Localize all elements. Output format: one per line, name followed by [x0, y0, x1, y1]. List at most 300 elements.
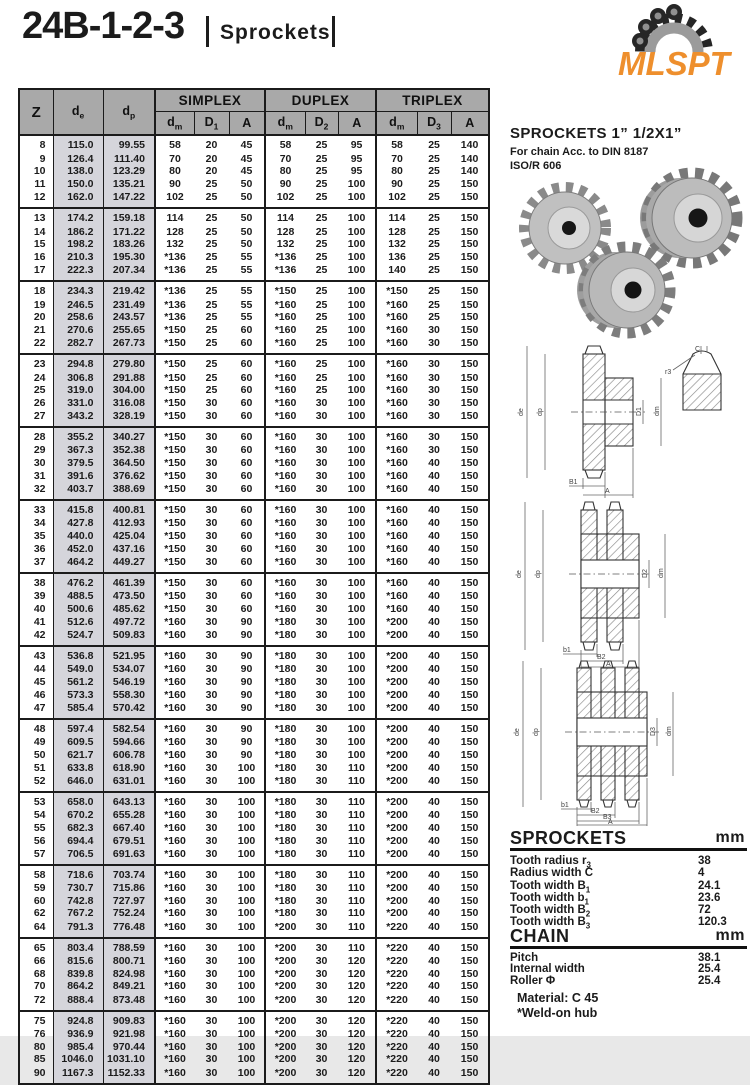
table-cell: *160: [376, 354, 417, 372]
table-row: [19, 719, 489, 737]
table-cell: 100: [237, 848, 256, 861]
table-cell: 1046.0: [53, 1053, 103, 1066]
table-cell: 150: [460, 955, 479, 968]
table-row: [19, 847, 489, 865]
table-cell: *180: [265, 736, 305, 749]
table-cell: 90: [240, 688, 253, 701]
table-cell: 90: [240, 663, 253, 676]
table-cell: 58: [376, 135, 417, 153]
table-cell: 40: [428, 748, 440, 761]
table-cell: 60: [240, 590, 253, 603]
table-cell: 30: [315, 1028, 328, 1041]
table-cell: 25: [194, 354, 229, 372]
table-cell: 53: [19, 792, 53, 810]
table-cell: 95: [338, 135, 376, 153]
table-cell: 120: [347, 1067, 366, 1079]
table-cell: 25: [315, 165, 328, 178]
table-cell: 26: [33, 396, 46, 409]
table-cell: 55: [229, 281, 265, 299]
table-cell: *160: [155, 822, 194, 835]
table-cell: 100: [237, 775, 256, 788]
table-cell: 100: [347, 250, 366, 263]
table-cell: *150: [155, 324, 194, 337]
table-cell: 32: [33, 483, 46, 496]
table-cell: 621.7: [53, 749, 103, 762]
table-cell: 60: [240, 337, 253, 350]
table-cell: *180: [265, 719, 305, 737]
table-cell: *220: [376, 1066, 417, 1084]
product-standard-line2: ISO/R 606: [510, 160, 562, 172]
table-row: [19, 500, 489, 518]
table-cell: *160: [155, 774, 194, 792]
table-cell: 40: [428, 761, 440, 774]
table-cell: 40: [428, 1040, 440, 1053]
dim-label-de: de: [518, 408, 525, 416]
table-cell: 95: [350, 152, 363, 165]
table-cell: *160: [376, 409, 417, 427]
table-cell: 488.5: [53, 590, 103, 603]
table-cell: 512.6: [53, 616, 103, 629]
table-cell: *200: [376, 749, 417, 762]
table-row: [19, 809, 489, 822]
triplex-drawing: [505, 660, 750, 826]
table-cell: *160: [265, 530, 305, 543]
dim-label-d1: D1: [636, 407, 643, 416]
table-cell: 30: [428, 337, 440, 350]
table-cell: *150: [155, 603, 194, 616]
table-cell: 440.0: [53, 530, 103, 543]
table-cell: 30: [305, 646, 338, 664]
table-cell: 150: [460, 848, 479, 861]
table-cell: 30: [194, 865, 229, 883]
table-cell: 500.6: [53, 603, 103, 616]
table-cell: 150: [460, 748, 479, 761]
table-cell: 752.24: [103, 907, 155, 920]
table-row: [19, 354, 489, 372]
table-cell: 100: [347, 483, 366, 496]
table-cell: *160: [265, 590, 305, 603]
table-cell: 40: [428, 1028, 440, 1041]
table-cell: *160: [265, 555, 305, 573]
table-cell: 633.8: [53, 762, 103, 775]
table-cell: *160: [265, 397, 305, 410]
table-cell: 8: [19, 135, 53, 153]
table-cell: *160: [155, 676, 194, 689]
table-cell: 60: [240, 603, 253, 615]
table-cell: *150: [155, 590, 194, 603]
table-cell: 40: [417, 500, 451, 518]
table-row: [19, 153, 489, 166]
table-cell: 90: [155, 178, 194, 191]
table-cell: 25: [428, 298, 440, 311]
table-cell: 30: [315, 809, 328, 822]
table-cell: 40: [428, 457, 440, 470]
table-cell: 100: [338, 719, 376, 737]
table-cell: 100: [347, 736, 366, 749]
table-cell: 473.50: [103, 590, 155, 603]
table-cell: 40: [428, 675, 440, 688]
dim-label-a: A: [608, 819, 613, 826]
table-cell: 452.0: [53, 543, 103, 556]
table-cell: 183.26: [103, 238, 155, 251]
table-cell: *160: [155, 968, 194, 981]
table-cell: 150: [460, 1053, 479, 1066]
table-cell: 849.21: [103, 980, 155, 993]
table-cell: 30: [305, 1011, 338, 1029]
table-cell: 140: [451, 135, 489, 153]
table-cell: 376.62: [103, 470, 155, 483]
table-cell: 921.98: [103, 1028, 155, 1041]
table-cell: 44: [33, 663, 46, 676]
row-group: [19, 135, 489, 208]
table-cell: 58: [265, 135, 305, 153]
table-cell: 100: [229, 792, 265, 810]
table-cell: 30: [205, 469, 218, 482]
table-cell: *160: [155, 907, 194, 920]
table-cell: 40: [428, 907, 440, 920]
table-cell: 70: [155, 153, 194, 166]
table-row: [19, 482, 489, 500]
table-cell: 35: [33, 530, 46, 543]
table-cell: *160: [376, 336, 417, 354]
table-cell: *180: [265, 774, 305, 792]
table-cell: *160: [265, 324, 305, 337]
row-group: [19, 354, 489, 427]
table-cell: *160: [155, 993, 194, 1011]
table-cell: *160: [376, 543, 417, 556]
table-cell: 150: [460, 702, 479, 715]
row-group: [19, 646, 489, 719]
table-cell: 120: [338, 1011, 376, 1029]
table-cell: *150: [155, 530, 194, 543]
table-row: [19, 397, 489, 410]
table-cell: 30: [315, 907, 328, 920]
group-header-simplex: SIMPLEX: [155, 89, 265, 112]
row-group: [19, 427, 489, 500]
table-cell: *200: [376, 701, 417, 719]
table-cell: 788.59: [103, 938, 155, 956]
table-cell: 100: [347, 517, 366, 530]
table-cell: 100: [237, 980, 256, 993]
table-cell: 30: [428, 444, 440, 457]
table-cell: 95: [350, 165, 363, 178]
table-cell: *200: [376, 895, 417, 908]
unit-label: mm: [715, 927, 745, 944]
table-cell: *160: [265, 311, 305, 324]
table-cell: 30: [205, 517, 218, 530]
table-cell: 50: [240, 191, 253, 204]
table-cell: 150: [460, 821, 479, 834]
table-cell: 114: [265, 208, 305, 226]
table-cell: 100: [237, 821, 256, 834]
table-cell: 150: [460, 761, 479, 774]
table-cell: 100: [229, 865, 265, 883]
table-cell: 25: [428, 165, 440, 178]
table-cell: 30: [315, 663, 328, 676]
table-cell: 667.40: [103, 822, 155, 835]
table-cell: 824.98: [103, 968, 155, 981]
table-cell: 110: [338, 865, 376, 883]
table-cell: 40: [428, 590, 440, 603]
spec-row: Radius width C 4: [510, 867, 705, 880]
chain-spec-heading: CHAIN mm: [510, 926, 747, 949]
table-cell: *160: [155, 865, 194, 883]
table-cell: *160: [265, 470, 305, 483]
table-cell: 100: [229, 1011, 265, 1029]
spec-value: 25.4: [698, 963, 721, 976]
table-cell: 60: [229, 427, 265, 445]
table-cell: 25: [417, 208, 451, 226]
table-cell: 30: [428, 384, 440, 397]
table-cell: 100: [237, 809, 256, 822]
table-cell: 55: [240, 311, 253, 324]
table-cell: 60: [229, 573, 265, 591]
table-cell: *160: [376, 590, 417, 603]
table-cell: *160: [376, 517, 417, 530]
table-cell: *150: [155, 384, 194, 397]
table-cell: 25: [205, 177, 218, 190]
table-cell: 150: [460, 483, 479, 496]
table-cell: 100: [347, 396, 366, 409]
table-cell: 1031.10: [103, 1053, 155, 1066]
table-cell: 30: [205, 702, 218, 715]
table-cell: *160: [155, 835, 194, 848]
table-cell: 30: [194, 500, 229, 518]
table-cell: 30: [315, 530, 328, 543]
table-cell: 64: [33, 921, 46, 934]
table-cell: 30: [205, 955, 218, 968]
table-cell: 718.6: [53, 865, 103, 883]
table-cell: 306.8: [53, 372, 103, 385]
table-cell: 100: [338, 281, 376, 299]
table-cell: 30: [205, 396, 218, 409]
table-cell: 76: [33, 1028, 46, 1041]
table-cell: 427.8: [53, 517, 103, 530]
table-cell: 267.73: [103, 336, 155, 354]
table-cell: 23: [19, 354, 53, 372]
table-cell: 100: [347, 191, 366, 204]
col-header-z: Z: [19, 89, 53, 135]
table-cell: *200: [265, 1053, 305, 1066]
table-cell: 30: [305, 792, 338, 810]
table-cell: 20: [205, 152, 218, 165]
table-cell: 150: [460, 967, 479, 980]
table-cell: 132: [155, 238, 194, 251]
table-cell: 171.22: [103, 226, 155, 239]
row-group: [19, 281, 489, 354]
table-cell: 594.66: [103, 736, 155, 749]
table-cell: 31: [33, 469, 46, 482]
table-cell: *150: [155, 500, 194, 518]
table-cell: 30: [315, 517, 328, 530]
table-cell: *160: [376, 384, 417, 397]
brand-text: MLSPT: [618, 45, 730, 82]
table-cell: 25: [205, 371, 218, 384]
dim-label-de: de: [514, 728, 521, 736]
table-cell: 694.4: [53, 835, 103, 848]
table-row: [19, 165, 489, 178]
table-cell: 100: [347, 410, 366, 423]
table-cell: 40: [428, 921, 440, 934]
table-cell: 51: [33, 761, 46, 774]
table-cell: 100: [347, 177, 366, 190]
table-cell: 99.55: [103, 135, 155, 153]
table-cell: *160: [155, 1053, 194, 1066]
table-cell: 727.97: [103, 895, 155, 908]
table-cell: 100: [347, 264, 366, 277]
table-cell: 25: [417, 281, 451, 299]
table-cell: *220: [376, 1041, 417, 1054]
table-cell: *180: [265, 676, 305, 689]
table-row: [19, 372, 489, 385]
table-cell: 60: [240, 556, 253, 569]
table-cell: 60: [240, 530, 253, 543]
dim-label-r3: r3: [665, 369, 672, 376]
spec-value: 4: [698, 867, 705, 880]
table-cell: 294.8: [53, 354, 103, 372]
table-cell: 150: [460, 311, 479, 324]
table-cell: 90: [240, 702, 253, 715]
table-cell: 25: [315, 311, 328, 324]
table-cell: 839.8: [53, 968, 103, 981]
table-cell: 25: [428, 238, 440, 251]
table-cell: 90: [240, 736, 253, 749]
table-cell: *160: [265, 299, 305, 312]
table-row: [19, 226, 489, 239]
table-cell: 70: [265, 153, 305, 166]
product-standard-line1: For chain Acc. to DIN 8187: [510, 146, 649, 158]
table-cell: 45: [229, 135, 265, 153]
spec-value: 25.4: [698, 974, 721, 987]
table-cell: 55: [33, 821, 46, 834]
table-cell: 138.0: [53, 165, 103, 178]
table-cell: 150: [460, 457, 479, 470]
table-cell: 150: [460, 225, 479, 238]
table-cell: 655.28: [103, 809, 155, 822]
table-cell: *160: [376, 482, 417, 500]
table-cell: 30: [33, 457, 46, 470]
table-cell: 110: [338, 938, 376, 956]
table-cell: 150: [460, 542, 479, 555]
table-cell: 100: [347, 556, 366, 569]
table-cell: *160: [155, 1028, 194, 1041]
table-cell: 25: [194, 208, 229, 226]
table-cell: 62: [33, 907, 46, 920]
table-cell: 100: [347, 298, 366, 311]
table-cell: 29: [33, 444, 46, 457]
table-cell: 25: [205, 323, 218, 336]
spec-value: 120.3: [698, 916, 727, 929]
col-header-a: A: [229, 112, 265, 136]
dim-label-b2: B2: [591, 808, 600, 815]
table-cell: 100: [237, 921, 256, 934]
table-cell: 30: [315, 556, 328, 569]
dim-label-dp: dp: [535, 570, 542, 578]
table-cell: 25: [315, 323, 328, 336]
table-cell: 100: [347, 675, 366, 688]
spec-row: Pitch 38.1: [510, 952, 721, 964]
table-cell: 606.78: [103, 749, 155, 762]
table-cell: 22: [33, 337, 46, 350]
table-cell: *150: [155, 482, 194, 500]
table-cell: 30: [315, 629, 328, 642]
table-cell: 25: [205, 250, 218, 263]
table-cell: 30: [315, 457, 328, 470]
table-row: [19, 955, 489, 968]
dim-label-b1: b1: [561, 802, 569, 809]
table-cell: *160: [376, 500, 417, 518]
table-row: [19, 835, 489, 848]
table-cell: 30: [315, 980, 328, 993]
table-cell: 270.6: [53, 324, 103, 337]
table-cell: 343.2: [53, 409, 103, 427]
table-cell: *160: [376, 444, 417, 457]
table-cell: 255.65: [103, 324, 155, 337]
table-row: [19, 736, 489, 749]
table-cell: 618.90: [103, 762, 155, 775]
table-cell: 30: [428, 323, 440, 336]
table-cell: 30: [315, 955, 328, 968]
table-cell: 25: [305, 281, 338, 299]
table-cell: 150: [460, 980, 479, 993]
table-cell: 60: [240, 483, 253, 496]
table-cell: *180: [265, 762, 305, 775]
table-cell: 54: [33, 809, 46, 822]
col-header-d3: $D_3$: [417, 112, 451, 136]
table-cell: 1167.3: [53, 1066, 103, 1084]
spec-value: 38: [698, 855, 711, 867]
table-cell: 30: [205, 444, 218, 457]
table-cell: 521.95: [103, 646, 155, 664]
table-cell: 100: [347, 457, 366, 470]
table-cell: *160: [376, 324, 417, 337]
table-cell: 114: [155, 208, 194, 226]
table-cell: 40: [417, 1011, 451, 1029]
table-cell: 150: [460, 396, 479, 409]
table-row: [19, 689, 489, 702]
table-cell: 40: [428, 994, 440, 1007]
table-cell: 30: [194, 646, 229, 664]
table-cell: 40: [428, 848, 440, 861]
table-cell: 28: [19, 427, 53, 445]
table-cell: *150: [155, 444, 194, 457]
col-header-d1: $D_1$: [194, 112, 229, 136]
table-cell: 150: [460, 894, 479, 907]
dim-label-c: C: [695, 346, 701, 353]
table-cell: 30: [194, 573, 229, 591]
table-row: [19, 530, 489, 543]
table-cell: 25: [315, 191, 328, 204]
dim-label-a: A: [605, 488, 610, 495]
table-cell: *220: [376, 920, 417, 938]
table-cell: 90: [240, 748, 253, 761]
table-cell: 150: [460, 675, 479, 688]
table-cell: *200: [265, 968, 305, 981]
table-cell: 30: [315, 748, 328, 761]
dim-label-dm: dm: [658, 568, 665, 578]
table-cell: 45: [240, 165, 253, 178]
table-cell: 60: [240, 517, 253, 530]
table-cell: *160: [265, 482, 305, 500]
dim-label-b1: b1: [563, 647, 571, 654]
table-cell: *160: [155, 1066, 194, 1084]
table-cell: *160: [155, 663, 194, 676]
table-cell: 50: [240, 177, 253, 190]
table-cell: 150: [451, 1011, 489, 1029]
table-cell: 42: [33, 629, 46, 642]
table-cell: 150: [451, 354, 489, 372]
table-cell: 815.6: [53, 955, 103, 968]
